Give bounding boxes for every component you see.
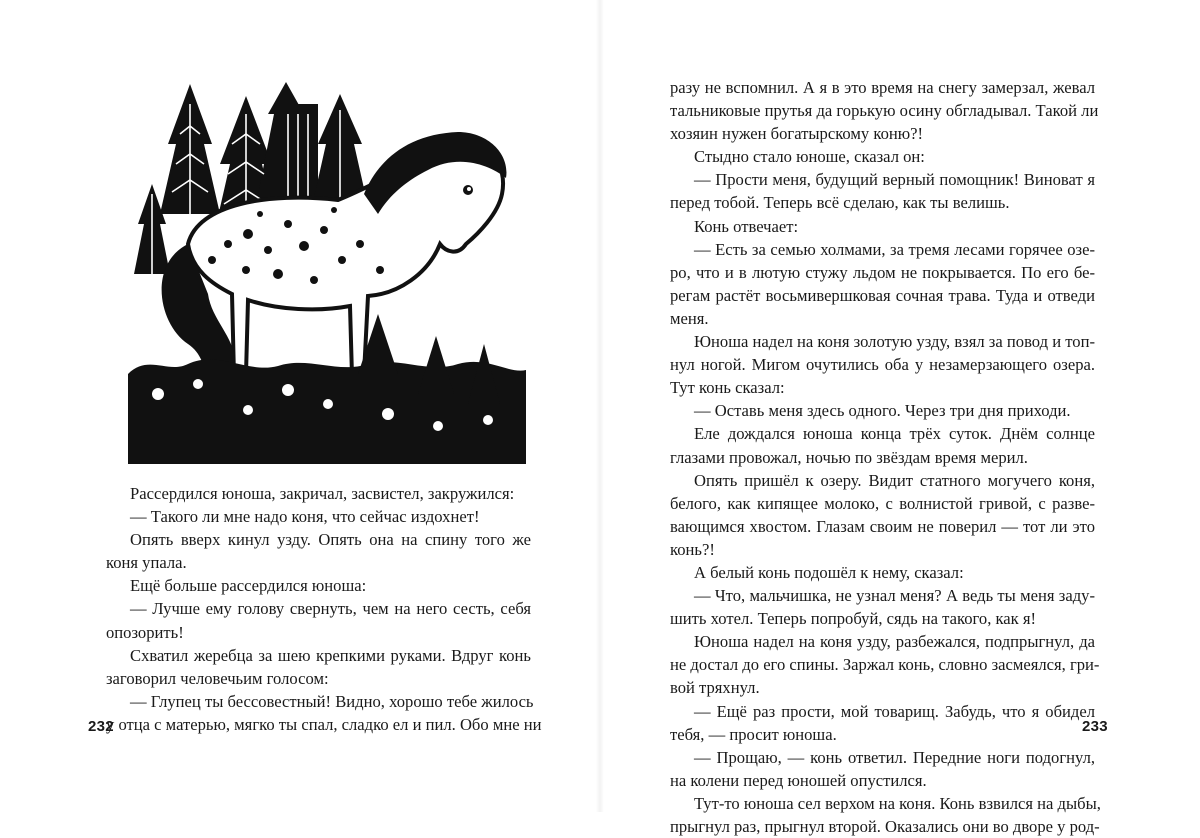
text-line: глазами провожал, ночью по звёздам время мерил. [670,447,1028,467]
text-line: Еле дождался юноша конца трёх суток. Днём солнце [694,424,1095,444]
text-line: Тут конь сказал: [670,378,785,398]
page-number-left: 232 [88,718,114,735]
left-page-text [106,482,542,736]
text-line: Ещё больше рассердился юноша: [130,576,367,596]
text-line: ро, что и в лютую стужу льдом не покрывается. По его бе- [670,262,1095,282]
text-line: Рассердился юноша, закричал, засвистел, закружился: [130,484,515,503]
text-line: — Прости меня, будущий верный помощник! Виноват я [694,170,1095,190]
text-line: регам растёт восьмивершковая сочная трава. Туда и отведи [670,285,1095,305]
right-page [600,0,1200,836]
text-line: Стыдно стало юноше, сказал он: [694,147,925,167]
text-line: разу не вспомнил. А я в это время на снегу замерзал, жевал [670,78,1095,97]
page-number-right: 233 [1082,718,1108,735]
text-line: шить хотел. Теперь попробуй, сядь на такого, как я! [670,609,1037,629]
horse-woodcut-illustration [128,74,526,464]
text-line: белого, как кипящее молоко, с волнистой гривой, с разве- [670,493,1095,513]
text-line: меня. [670,308,709,328]
text-line: Юноша надел на коня золотую узду, взял за повод и топ- [694,332,1095,352]
text-line: Опять вверх кинул узду. Опять она на спину того же [130,530,531,550]
text-line: коня упала. [106,553,187,573]
text-line: перед тобой. Теперь всё сделаю, как ты велишь. [670,193,1010,213]
text-line: не достал до его спины. Заржал конь, словно засмеялся, гри- [670,655,1100,675]
text-line: тебя, — просит юноша. [670,724,837,744]
text-line: — Ещё раз прости, мой товарищ. Забудь, что я обидел [694,701,1095,721]
text-line: Тут-то юноша сел верхом на коня. Конь взвился на дыбы, [694,793,1101,813]
text-line: — Оставь меня здесь одного. Через три дня приходи. [694,401,1071,421]
text-line: Схватил жеребца за шею крепкими руками. Вдруг конь [130,645,531,665]
text-line: — Такого ли мне надо коня, что сейчас издохнет! [130,507,480,527]
text-line: хозяин нужен богатырскому коню?! [670,124,924,144]
text-line: А белый конь подошёл к нему, сказал: [694,562,964,582]
text-line: — Есть за семью холмами, за тремя лесами горячее озе- [694,239,1095,259]
text-line: на колени перед юношей опустился. [670,770,927,790]
text-line: — Лучше ему голову свернуть, чем на него сесть, себя [130,599,531,619]
text-line: у отца с матерью, мягко ты спал, сладко ел и пил. Обо мне ни [106,714,542,734]
text-line: Юноша надел на коня узду, разбежался, подпрыгнул, да [694,632,1095,652]
text-line: — Глупец ты бессовестный! Видно, хорошо тебе жилось [130,691,534,711]
text-line: Опять пришёл к озеру. Видит статного могучего коня, [694,470,1095,490]
text-line: вающимся хвостом. Глазам своим не поверил — тот ли это [670,516,1095,536]
text-line: опозорить! [106,622,184,642]
text-line: заговорил человечьим голосом: [106,668,329,688]
text-line: Конь отвечает: [694,216,799,236]
text-line: тальниковые прутья да горькую осину обгладывал. Такой ли [670,101,1099,121]
right-page-text [670,76,1101,838]
text-line: — Что, мальчишка, не узнал меня? А ведь ты меня заду- [694,586,1095,606]
text-line: конь?! [670,539,715,559]
text-line: вой тряхнул. [670,678,760,698]
text-line: — Прощаю, — конь ответил. Передние ноги подогнул, [694,747,1095,767]
text-line: нул ногой. Мигом очутились оба у незамерзающего озера. [670,355,1095,375]
left-page [0,0,600,812]
text-line: прыгнул раз, прыгнул второй. Оказались они во дворе у род- [670,817,1100,836]
